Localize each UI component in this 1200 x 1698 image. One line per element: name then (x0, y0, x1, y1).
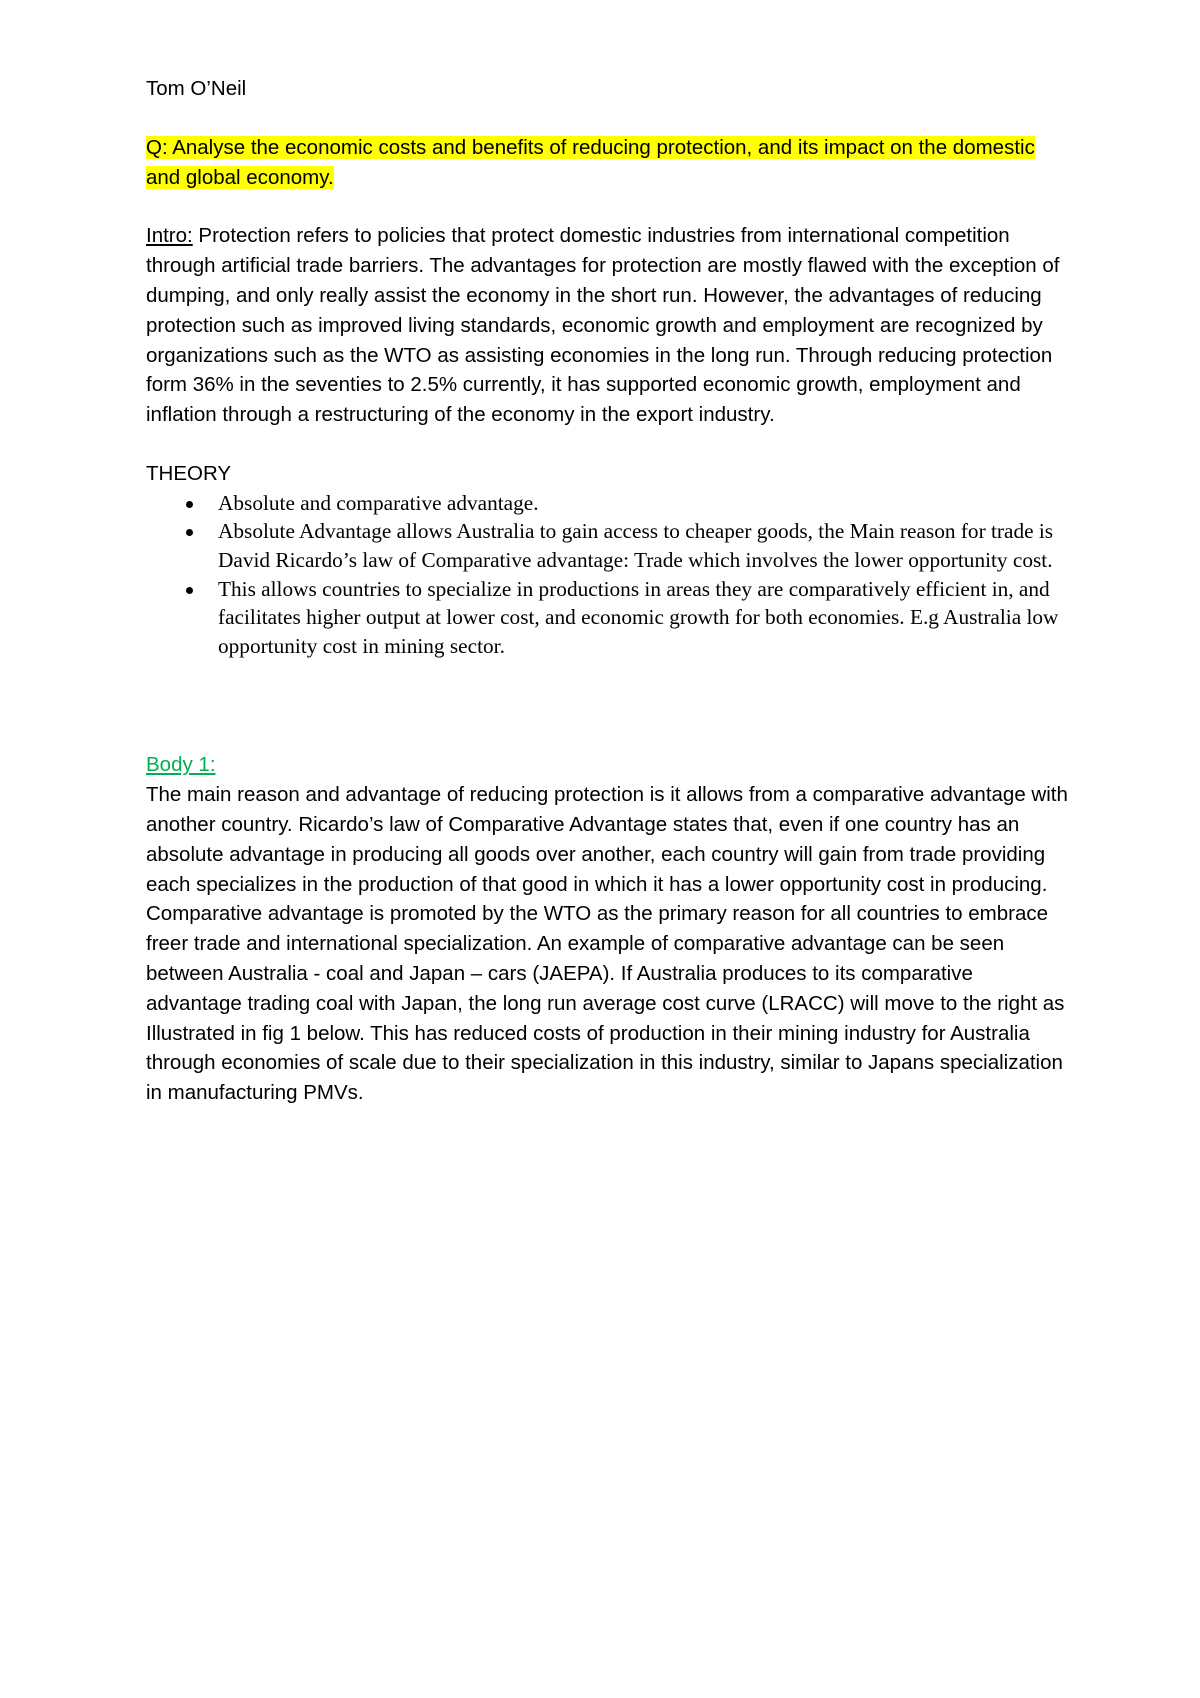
intro-text: Protection refers to policies that protect domestic industries from international competition through artificial trade barriers. The advantages for protection are mostly flawed with the exception of dumping, and only really assist the economy in the short run. However, the advantages of reducing protection such as improved living standards, economic growth and employment are recognized by organizations such as the WTO as assisting economies in the long run. Through reducing protection form 36% in the seventies to 2.5% currently, it has supported economic growth, employment and inflation through a restructuring of the economy in the export industry. (146, 224, 1060, 427)
bullet-icon (186, 587, 193, 594)
list-item (146, 575, 1071, 661)
intro-label: Intro: (146, 224, 193, 248)
body1-heading-colon: : (209, 753, 216, 777)
bullet-icon (186, 501, 193, 508)
theory-list (146, 489, 1071, 661)
bullet-icon (186, 529, 193, 536)
question-highlight: Q: Analyse the economic costs and benefits of reducing protection, and its impact on the domestic and global economy. (146, 135, 1035, 189)
theory-bullet-2: Absolute Advantage allows Australia to gain access to cheaper goods, the Main reason for trade is David Ricardo’s law of Comparative advantage: Trade which involves the lower opportunity cost. (218, 519, 1054, 572)
essay-question (146, 133, 1071, 193)
theory-bullet-3: This allows countries to specialize in productions in areas they are comparatively efficient in, and facilitates higher output at lower cost, and economic growth for both economies. E.g Australia low opportunity cost in mining sector. (218, 576, 1059, 658)
document-content (146, 74, 1071, 1137)
list-item (146, 517, 1071, 574)
body1-heading (146, 750, 1071, 780)
intro-paragraph (146, 221, 1071, 430)
theory-bullet-1: Absolute and comparative advantage. (218, 490, 539, 515)
list-item (146, 489, 1071, 518)
author-name: Tom O’Neil (146, 77, 247, 100)
theory-heading: THEORY (146, 461, 232, 485)
body1-heading-label: Body 1 (146, 753, 210, 777)
body1-paragraph: The main reason and advantage of reducing protection is it allows from a comparative advantage with another country. Ricardo’s law of Comparative Advantage states that, even if one country has an absolute advantage in producing all goods over another, each country will gain from trade providing each specializes in the production of that good in which it has a lower opportunity cost in producing. Comparative advantage is promoted by the WTO as the primary reason for all countries to embrace freer trade and international specialization. An example of comparative advantage can be seen between Australia - coal and Japan – cars (JAEPA). If Australia produces to its comparative advantage trading coal with Japan, the long run average cost curve (LRACC) will move to the right as Illustrated in fig 1 below. This has reduced costs of production in their mining industry for Australia through economies of scale due to their specialization in this industry, similar to Japans specialization in manufacturing PMVs. (146, 783, 1068, 1105)
